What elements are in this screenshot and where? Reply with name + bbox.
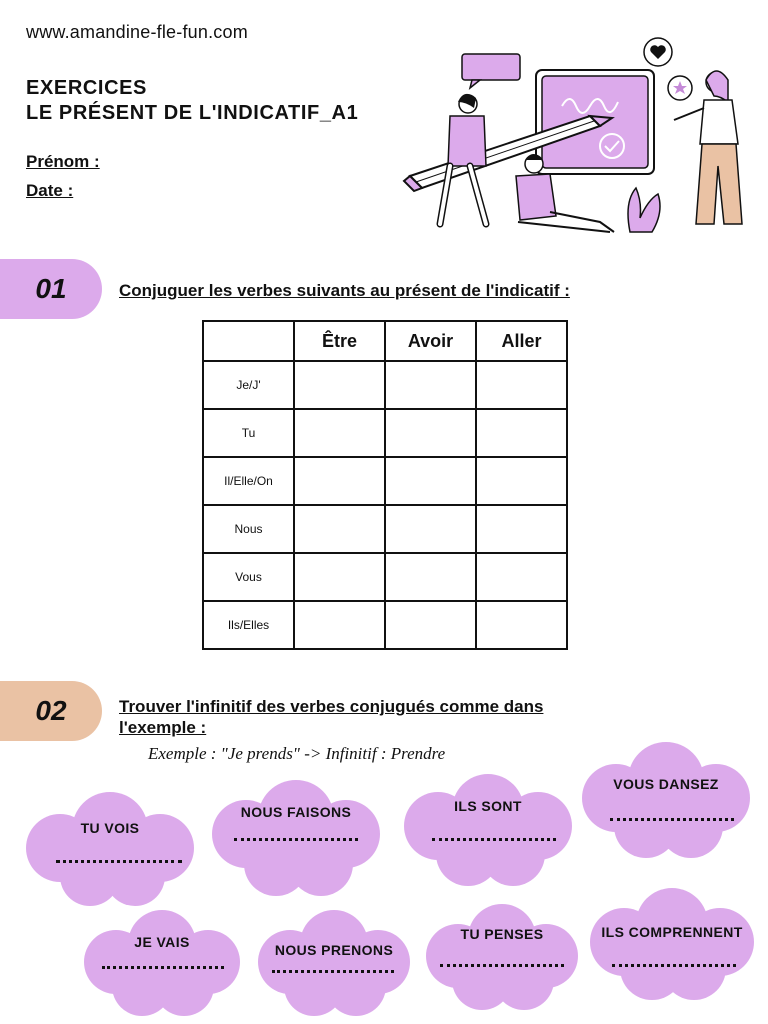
verb-cloud [254,906,414,1018]
pronoun-cell: Nous [203,505,294,553]
answer-cell[interactable] [294,457,385,505]
exercise-1-instruction: Conjuguer les verbes suivants au présent de l'indicatif : [119,281,570,300]
answer-cell[interactable] [294,505,385,553]
pronoun-cell: Il/Elle/On [203,457,294,505]
pronoun-cell: Vous [203,553,294,601]
cloud-verb: TU PENSES [460,926,544,942]
answer-cell[interactable] [385,361,476,409]
exercise-2-instruction [119,696,543,738]
exercise-2-instruction-line-1: Trouver l'infinitif des verbes conjugués comme dans [119,697,544,716]
answer-cell[interactable] [385,457,476,505]
pronoun-cell: Tu [203,409,294,457]
verb-cloud [422,900,582,1012]
column-header-avoir: Avoir [385,321,476,361]
cloud-shape [422,900,582,1012]
date-label: Date : [26,181,74,200]
answer-cell[interactable] [294,601,385,649]
conjugation-table [202,320,568,650]
page-title [26,76,358,126]
table-row [203,601,567,649]
cloud-shape [80,906,244,1018]
cloud-shape [576,740,756,860]
verb-cloud [206,776,386,898]
table-row [203,457,567,505]
answer-cell[interactable] [385,601,476,649]
pronoun-cell: Ils/Elles [203,601,294,649]
verb-cloud [584,884,760,1002]
answer-cell[interactable] [476,409,567,457]
pronoun-cell: Je/J' [203,361,294,409]
title-line-2: LE PRÉSENT DE L'INDICATIF_A1 [26,102,359,124]
cloud-shape [584,884,760,1002]
example-text: Exemple : "Je prends" -> Infinitif : Prendre [148,744,446,763]
column-header-aller: Aller [476,321,567,361]
answer-cell[interactable] [294,553,385,601]
person-left-figure [440,94,486,224]
answer-cell[interactable] [476,505,567,553]
students-illustration [400,36,760,236]
answer-cell[interactable] [476,457,567,505]
speech-bubble-icon [462,54,520,88]
cloud-verb: JE VAIS [134,934,190,950]
answer-cell[interactable] [476,361,567,409]
answer-cell[interactable] [294,361,385,409]
table-corner-cell [203,321,294,361]
cloud-verb: TU VOIS [80,820,140,836]
answer-cell[interactable] [294,409,385,457]
verb-cloud [80,906,244,1018]
answer-cell[interactable] [476,601,567,649]
answer-cell[interactable] [385,409,476,457]
answer-line[interactable] [612,964,736,967]
answer-cell[interactable] [385,505,476,553]
cloud-shape [398,770,578,888]
title-line-1: EXERCICES [26,77,147,99]
exercise-2-badge: 02 [0,681,102,741]
cloud-shape [20,788,200,908]
verb-cloud [398,770,578,888]
cloud-verb: ILS COMPRENNENT [601,924,743,940]
answer-line[interactable] [610,818,734,821]
prenom-label: Prénom : [26,152,100,171]
cloud-shape [254,906,414,1018]
table-row [203,361,567,409]
answer-line[interactable] [102,966,224,969]
table-row [203,409,567,457]
answer-line[interactable] [432,838,556,841]
plant-icon [628,188,660,232]
answer-cell[interactable] [385,553,476,601]
verb-cloud [20,788,200,908]
column-header-etre: Être [294,321,385,361]
answer-line[interactable] [234,838,358,841]
site-url: www.amandine-fle-fun.com [26,22,248,42]
table-row [203,553,567,601]
cloud-shape [206,776,386,898]
answer-line[interactable] [440,964,564,967]
table-row [203,505,567,553]
cloud-verb: NOUS PRENONS [274,942,394,958]
cloud-verb: ILS SONT [454,798,522,814]
table-header-row [203,321,567,361]
answer-line[interactable] [272,970,394,973]
star-icon [668,76,692,100]
exercise-1-badge: 01 [0,259,102,319]
heart-icon [644,38,672,66]
cloud-verb: VOUS DANSEZ [613,776,719,792]
verb-cloud [576,740,756,860]
answer-cell[interactable] [476,553,567,601]
exercise-2-instruction-line-2: l'exemple : [119,718,207,737]
cloud-verb: NOUS FAISONS [240,804,352,820]
answer-line[interactable] [56,860,182,863]
